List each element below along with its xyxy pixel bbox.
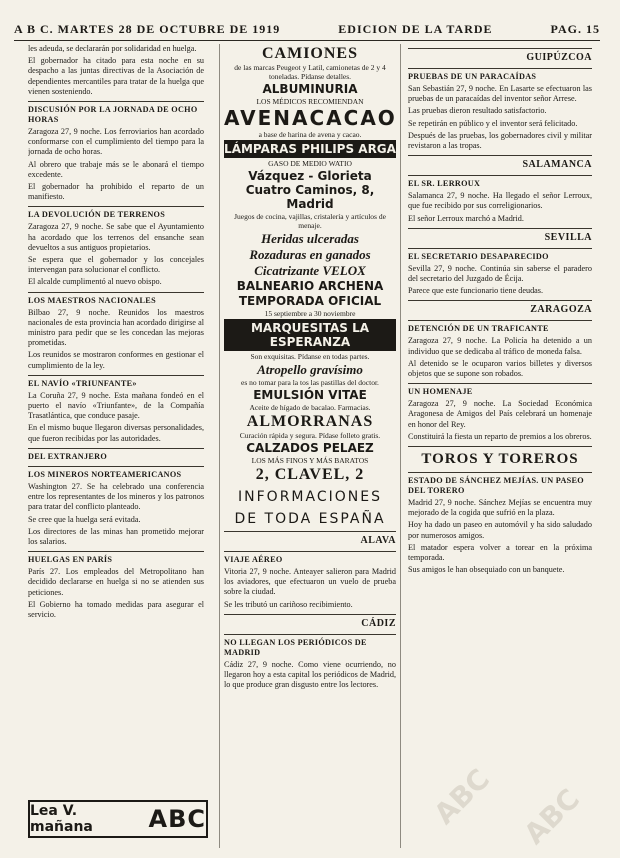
advertisement-text: Juegos de cocina, vajillas, cristalería y artículos de menaje.: [234, 212, 386, 230]
article-paragraph: Sus amigos le han obsequiado con un banquete.: [408, 565, 565, 575]
divider: [408, 300, 592, 301]
article-paragraph: Se les tributó un cariñoso recibimiento.: [224, 599, 353, 609]
advertisement-text: es no tomar para la tos las pastillas del doctor.: [241, 378, 379, 387]
divider: [28, 375, 204, 376]
advertisement-headline: Heridas ulceradas: [261, 231, 359, 246]
article-paragraph: El alcalde cumplimentó al nuevo obispo.: [28, 277, 162, 287]
divider: [408, 472, 592, 473]
advertisement-headline: ALBUMINURIA: [262, 82, 358, 96]
advertisement-text: a base de harina de avena y cacao.: [258, 130, 362, 139]
article-paragraph: Se espera que el gobernador y los concejales intervengan para solucionar el conflicto.: [28, 255, 204, 275]
divider: [28, 101, 204, 102]
article-paragraph: Las pruebas dieron resultado satisfactorio.: [408, 106, 547, 116]
article-paragraph: Constituirá la fiesta un reparto de premios a los obreros.: [408, 431, 592, 441]
header-edition: EDICION DE LA TARDE: [338, 21, 493, 36]
article-paragraph: Zaragoza 27, 9 noche. Se sabe que el Ayuntamiento ha acordado que los terrenos del ensanche sean devueltos a sus antiguos propietarios.: [28, 222, 204, 252]
article-headline: PRUEBAS DE UN PARACAÍDAS: [408, 72, 537, 81]
right-column: [408, 44, 592, 851]
divider: [408, 228, 592, 229]
article-paragraph: Vitoria 27, 9 noche. Anteayer salieron para Madrid los aviadores, que efectuaron un vuelo de prueba sobre la ciudad.: [224, 567, 396, 597]
article-paragraph: Se cree que la huelga será evitada.: [28, 514, 141, 524]
advertisement-headline: CALZADOS PELAEZ: [246, 441, 374, 455]
article-paragraph: San Sebastián 27, 9 noche. En Lasarte se efectuaron las pruebas de un paracaídas del inventor señor Arrese.: [408, 84, 592, 104]
divider: [28, 551, 204, 552]
divider: [28, 466, 204, 467]
region-heading: ALAVA: [360, 535, 396, 546]
advertisement-headline: ALMORRANAS: [246, 413, 374, 430]
article-paragraph: Parece que este funcionario tiene deudas.: [408, 286, 544, 296]
promo-box: [28, 800, 208, 838]
divider: [408, 320, 592, 321]
divider: [408, 383, 592, 384]
article-paragraph: Después de las pruebas, los gobernadores civil y militar revistaron a las tropas.: [408, 130, 592, 151]
advertisement-text: Curación rápida y segura. Pídase folleto gratis.: [239, 431, 381, 440]
article-headline: EL SR. LERROUX: [408, 179, 481, 189]
divider: [224, 634, 396, 635]
article-paragraph: Bilbao 27, 9 noche. Reunidos los maestros nacionales de esta provincia han acordado dirigirse al ministro para pedir que se les concedan las mejoras prometidas.: [28, 307, 204, 348]
article-paragraph: Cádiz 27, 9 noche. Como viene ocurriendo, no llegaron hoy a esta capital los periódicos de Madrid, lo que produce gran disgusto entre los lectores.: [224, 659, 396, 690]
page-header: [14, 18, 600, 41]
advertisement-headline: Cicatrizante VELOX: [254, 263, 366, 278]
article-paragraph: Al detenido se le ocuparon varios billetes y diversos objetos que se supone son robados.: [408, 358, 592, 379]
advertisement-banner: MARQUESITAS LA ESPERANZA: [224, 319, 396, 351]
region-heading: CÁDIZ: [361, 617, 396, 629]
divider: [408, 248, 592, 249]
article-paragraph: Sevilla 27, 9 noche. Continúa sin saberse el paradero del secretario del Juzgado de Écija.: [408, 263, 592, 284]
article-paragraph: Los reunidos se mostraron conformes en gestionar el cumplimiento de la ley.: [28, 350, 204, 370]
advertisement-headline: Atropello gravísimo: [257, 362, 363, 377]
advertisement-text: Son exquisitas. Pídanse en todas partes.: [250, 352, 370, 361]
article-paragraph: La Coruña 27, 9 noche. Esta mañana fondeó en el puerto el navío «Triunfante», de la Compañía Trasatlántica, que conduce pasaje.: [28, 390, 204, 421]
article-paragraph: El Gobierno ha tomado medidas para asegurar el servicio.: [28, 599, 204, 619]
region-heading: GUIPÚZCOA: [526, 52, 592, 63]
promo-lead: Lea V. mañana: [30, 803, 93, 835]
article-paragraph: Washington 27. Se ha celebrado una conferencia entre los representantes de los mineros y los patronos para tratar del conflicto planteado.: [28, 481, 204, 512]
divider: [224, 531, 396, 532]
advertisement-text: GASO DE MEDIO WATIO: [268, 159, 352, 168]
header-title: A B C. MARTES 28 DE OCTUBRE DE 1919: [14, 21, 281, 36]
article-paragraph: Hoy ha dado un paseo en automóvil y ha sido saludado por numerosos amigos.: [408, 520, 592, 540]
advertisement-text: LOS MÉDICOS RECOMIENDAN: [256, 97, 364, 106]
advertisement-headline: 2, CLAVEL, 2: [255, 466, 365, 483]
divider: [224, 614, 396, 615]
article-paragraph: les adeuda, se declararán por solidaridad en huelga.: [28, 44, 197, 53]
article-headline: EL NAVÍO «TRIUNFANTE»: [28, 378, 137, 388]
divider: [408, 175, 592, 176]
article-paragraph: El gobernador ha prohibido el reparto de un manifiesto.: [28, 182, 204, 202]
advertisement-text: LOS MÁS FINOS Y MÁS BARATOS: [251, 456, 369, 465]
header-page-number: PAG. 15: [550, 21, 600, 36]
article-paragraph: Zaragoza 27, 9 noche. La Sociedad Económica Aragonesa de Amigos del País celebrará un homenaje en honor del Rey.: [408, 399, 592, 429]
article-headline: EL SECRETARIO DESAPARECIDO: [408, 251, 549, 261]
article-paragraph: Madrid 27, 9 noche. Sánchez Mejías se encuentra muy mejorado de la cogida que sufrió en la plaza.: [408, 498, 592, 518]
article-headline: NO LLEGAN LOS PERIÓDICOS DE MADRID: [224, 637, 367, 657]
region-heading: ZARAGOZA: [530, 304, 592, 316]
article-headline: UN HOMENAJE: [408, 387, 473, 397]
advertisement-text: de las marcas Peugeot y Latil, camionetas de 2 y 4 toneladas. Pídanse detalles.: [234, 63, 386, 81]
article-paragraph: Se repetirán en público y el inventor será felicitado.: [408, 118, 578, 128]
section-heading: TOROS Y TOREROS: [421, 451, 579, 468]
article-headline: DETENCIÓN DE UN TRAFICANTE: [408, 324, 549, 334]
article-paragraph: El señor Lerroux marchó a Madrid.: [408, 213, 524, 223]
region-heading: SEVILLA: [544, 231, 592, 243]
article-paragraph: Salamanca 27, 9 noche. Ha llegado el señor Lerroux, que fue recibido por sus correligionarios.: [408, 191, 592, 211]
article-headline: HUELGAS EN PARÍS: [28, 555, 113, 565]
advertisement-banner: LÁMPARAS PHILIPS ARGA: [224, 142, 396, 156]
divider: [224, 551, 396, 552]
divider: [28, 448, 204, 449]
watermark: ABC: [427, 762, 496, 831]
article-headline: DISCUSIÓN POR LA JORNADA DE OCHO HORAS: [28, 105, 198, 125]
watermark: ABC: [517, 782, 586, 851]
section-title: INFORMACIONES: [238, 489, 382, 505]
divider: [408, 48, 592, 49]
article-paragraph: Al obrero que trabaje más se le abonará el tiempo excedente.: [28, 159, 204, 179]
divider: [28, 206, 204, 207]
article-paragraph: Los directores de las minas han prometido mejorar los salarios.: [28, 526, 204, 546]
middle-column: [219, 44, 401, 848]
advertisement-headline: Rozaduras en ganados: [249, 247, 371, 262]
left-column: [28, 44, 204, 848]
advertisement-text: 15 septiembre a 30 noviembre: [264, 309, 356, 318]
article-headline: LA DEVOLUCIÓN DE TERRENOS: [28, 210, 166, 220]
advertisement-headline: CAMIONES: [261, 45, 358, 62]
advertisement-headline: Vázquez - Glorieta Cuatro Caminos, 8, Madrid: [245, 169, 375, 211]
divider: [28, 292, 204, 293]
article-paragraph: Zaragoza 27, 9 noche. Los ferroviarios han acordado conformarse con el cumplimiento del tiempo para la jornada de ocho horas.: [28, 127, 204, 157]
article-headline: LOS MINEROS NORTEAMERICANOS: [28, 469, 182, 479]
region-heading: SALAMANCA: [522, 159, 592, 171]
article-headline: VIAJE AÉREO: [224, 555, 283, 564]
article-headline: DEL EXTRANJERO: [28, 451, 108, 461]
advertisement-headline: BALNEARIO ARCHENA: [236, 279, 384, 293]
article-paragraph: El matador espera volver a torear en la próxima temporada.: [408, 542, 592, 563]
article-paragraph: El gobernador ha citado para esta noche en su despacho a las juntas directivas de la Asociación de dependientes mercantiles para tratar de la huelga que vienen sosteniendo.: [28, 56, 204, 96]
advertisement-headline: AVENACACAO: [224, 106, 397, 130]
advertisement-text: Aceite de hígado de bacalao. Farmacias.: [249, 403, 371, 412]
article-paragraph: En el mismo buque llegaron diversas personalidades, que fueron recibidas por las autoridades.: [28, 423, 204, 443]
divider: [408, 446, 592, 447]
article-paragraph: Zaragoza 27, 9 noche. La Policía ha detenido a un individuo que se dedicaba al tráfico de moneda falsa.: [408, 336, 592, 356]
article-headline: ESTADO DE SÁNCHEZ MEJÍAS. UN PASEO DEL TORERO: [408, 476, 584, 496]
advertisement-headline: EMULSIÓN VITAE: [253, 388, 367, 402]
divider: [408, 155, 592, 156]
section-title: DE TODA ESPAÑA: [234, 511, 386, 527]
divider: [408, 68, 592, 69]
promo-brand: ABC: [148, 805, 206, 833]
article-headline: LOS MAESTROS NACIONALES: [28, 295, 156, 305]
article-paragraph: París 27. Los empleados del Metropolitano han decidido declararse en huelga si no se atienden sus peticiones.: [28, 567, 204, 597]
advertisement-headline: TEMPORADA OFICIAL: [238, 294, 382, 308]
